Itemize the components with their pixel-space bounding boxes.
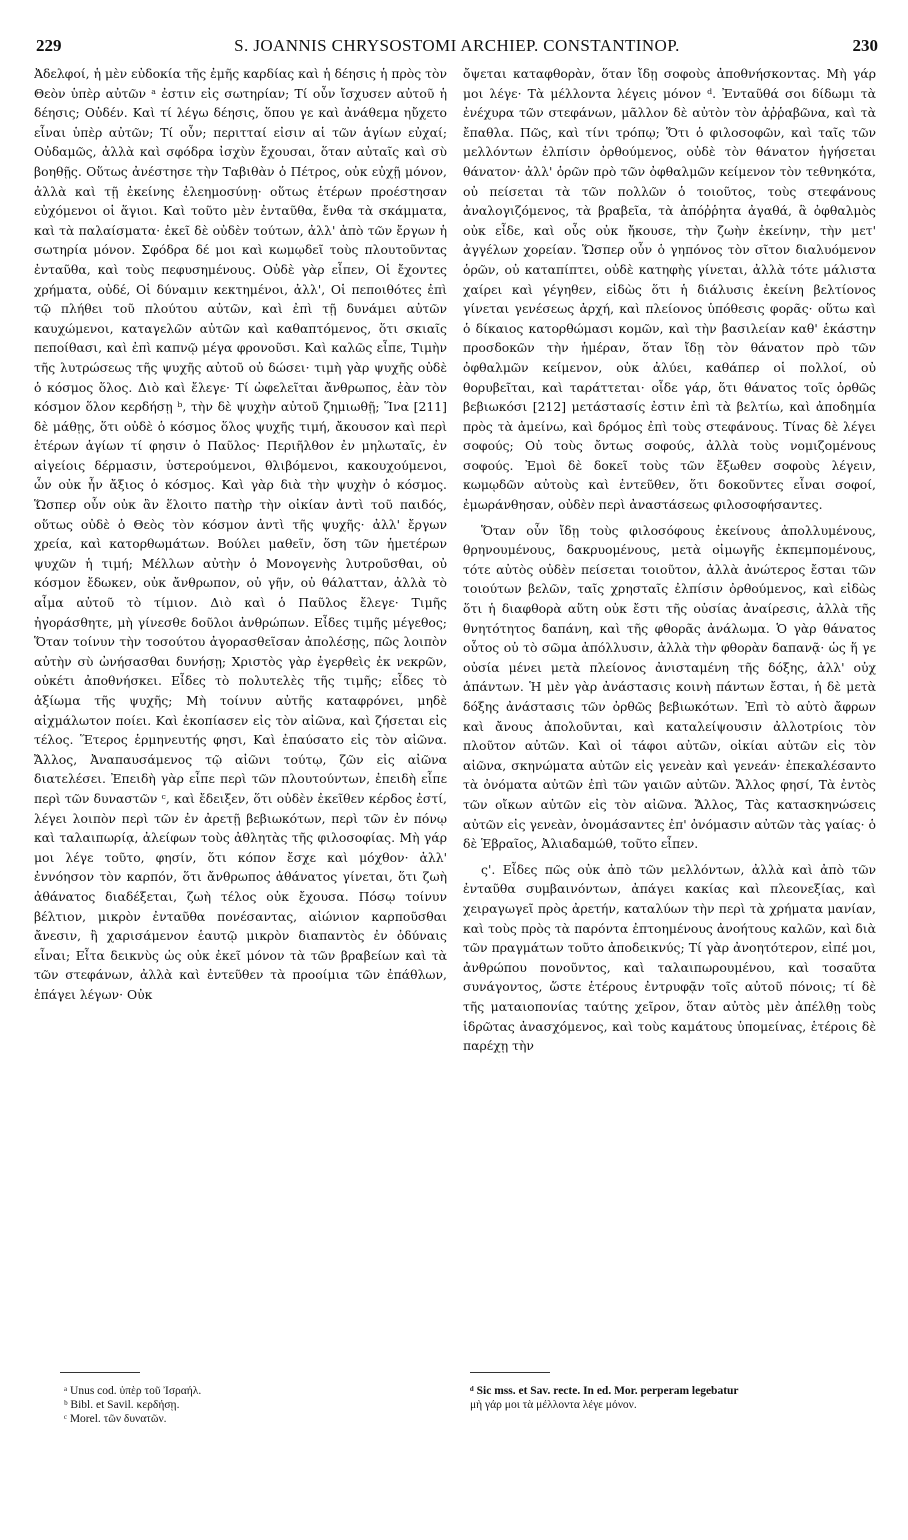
right-paragraph-2: Ὅταν οὖν ἴδῃ τοὺς φιλοσόφους ἐκείνους ἀπολλυμένους, θρηνουμένους, δακρυομένους, μετὰ οἰμωγῆς ἐκπεμπομένους, τότε αὐτὸς οὐδὲν πείσεται τοιοῦτον, ἀλλὰ ἀνώτερος ἔσται τῶν τοιούτων βελῶν, ταῖς χρησταῖς ἐλπίσιν ὀρθούμενος, καὶ εἰδὼς ὅτι ἡ διαφθορὰ αὕτη οὐκ ἔστι τῆς οὐσίας ἀναίρεσις, ἀλλὰ τῆς θνητότητος δαπάνη, καὶ τῆς φθορᾶς ἀνάλωμα. Ὁ γὰρ θάνατος οὗτος οὐ τὸ σῶμα ἀπόλλυσιν, ἀλλὰ τὴν φθορὰν δαπανᾷ· ὡς ἥ γε οὐσία μένει μετὰ πλείονος ἀνισταμένη τῆς δόξης, ἀλλ' οὐχ ἁπάντων. Ἡ μὲν γὰρ ἀνάστασις κοινὴ πάντων ἔσται, ἡ δὲ μετὰ δόξης ἀνάστασις τῶν ὀρθῶς βεβιωκότων. Ἐπὶ τὸ αὐτὸ ἄφρων καὶ ἄνους ἀπολοῦνται, καὶ καταλείψουσιν ἀλλοτρίοις τὸν πλοῦτον αὐτῶν. Καὶ οἱ τάφοι αὐτῶν, οἰκίαι αὐτῶν εἰς τὸν αἰῶνα, σκηνώματα αὐτῶν εἰς γενεὰν καὶ γενεάν· ἐπεκαλέσαντο τὰ ὀνόματα αὐτῶν ἐπὶ τῶν γαιῶν αὐτῶν. Ἄλλος φησί, Τὰ ἐντὸς τῶν οἴκων αὐτῶν εἰς τὸν αἰῶνα. Ἄλλος, Τὰς κατασκηνώσεις αὐτῶν εἰς γενεὰν, ὀνομάσαντες ἐπ' ὀνόμασιν αὐτῶν τὰς γαίας· ὁ δὲ Ἑβραῖος, Ἀλιαδαμώθ, τοῦτο εἶπεν. xyxy=(463,522,876,852)
footnote-rule-left xyxy=(60,1372,140,1373)
footnote-b: ᵇ Bibl. et Savil. κερδήσῃ. xyxy=(64,1399,180,1411)
footnote-a: ᵃ Unus cod. ὑπὲρ τοῦ Ἰσραήλ. xyxy=(64,1385,202,1397)
page-header xyxy=(36,34,878,58)
page-number-right: 230 xyxy=(852,36,878,55)
footnote-d-greek: μὴ γάρ μοι τὰ μέλλοντα λέγε μόνον. xyxy=(470,1399,637,1411)
footnote-d-bold: ᵈ Sic mss. et Sav. recte. In ed. Mor. perperam legebatur xyxy=(470,1385,739,1397)
left-paragraph-1: Ἀδελφοί, ἡ μὲν εὐδοκία τῆς ἐμῆς καρδίας καὶ ἡ δέησις ἡ πρὸς τὸν Θεὸν ὑπὲρ αὐτῶν ᵃ ἐστιν εἰς σωτηρίαν; Τί οὖν ἴσχυσεν αὐτοῦ ἡ δέησις; Οὐδέν. Καὶ τί λέγω δέησις, ὅπου γε καὶ ἀνάθεμα ηὔχετο εἶναι ὑπὲρ αὐτῶν; Τί οὖν; περιτταί εἰσιν αἱ τῶν ἁγίων εὐχαί; Οὐδαμῶς, ἀλλὰ καὶ σφόδρα ἰσχὺν ἔχουσαι, ὅταν αὐταῖς καὶ σὺ βοηθῇς. Οὕτως ἀνέστησε τὴν Ταβιθὰν ὁ Πέτρος, οὐκ εὐχῇ μόνον, ἀλλὰ καὶ τῇ ἐκείνης ἐλεημοσύνῃ· οὕτως ἑτέρων προέστησαν εὐχόμενοι οἱ ἅγιοι. Καὶ τοῦτο μὲν ἐνταῦθα, ἔνθα τὰ σκάμματα, καὶ τὰ παλαίσματα· ἐκεῖ δὲ οὐδὲν τούτων, ἀλλ' ἀπὸ τῶν ἔργων ἡ σωτηρία μόνον. Σφόδρα δέ μοι καὶ κωμῳδεῖ τοὺς πλουτοῦντας ἐνταῦθα, καὶ τοὺς πεφυσημένους. Οὐδὲ γὰρ εἶπεν, Οἱ ἔχοντες χρήματα, οὐδέ, Οἱ δύναμιν κεκτημένοι, ἀλλ', Οἱ πεποιθότες ἐπὶ τῷ πλήθει τοῦ πλούτου αὐτῶν, καὶ ἐπὶ τῇ δυνάμει αὐτῶν καυχώμενοι, καταγελῶν αὐτῶν καὶ καθαπτόμενος, ὅτι σκιαῖς πεποίθασι, καὶ ἐπὶ καπνῷ μέγα φρονοῦσι. Καὶ καλῶς εἶπε, Τιμὴν τῆς λυτρώσεως τῆς ψυχῆς αὐτοῦ οὐ δώσει· τιμὴ γὰρ ψυχῆς οὐδὲ ὁ κόσμος ὅλος. Διὸ καὶ ἔλεγε· Τί ὠφελεῖται ἄνθρωπος, ἐὰν τὸν κόσμον ὅλον κερδήσῃ ᵇ, τὴν δὲ ψυχὴν αὐτοῦ ζημιωθῇ; Ἵνα [211] δὲ μάθῃς, ὅτι οὐδὲ ὁ κόσμος ὅλος ψυχῆς τιμή, ἄκουσον καὶ περὶ ἑτέρων ἁγίων τί φησιν ὁ Παῦλος· Περιῆλθον ἐν μηλωταῖς, ἐν αἰγείοις δέρμασιν, ὑστερούμενοι, θλιβόμενοι, κακουχούμενοι, ὧν οὐκ ἦν ἄξιος ὁ κόσμος. Καὶ γὰρ διὰ τὴν ψυχὴν ὁ κόσμος. Ὥσπερ οὖν οὐκ ἂν ἕλοιτο πατὴρ τὴν οἰκίαν ἀντὶ τοῦ παιδός, οὕτως οὐδὲ ὁ Θεὸς τὸν κόσμον ἀντὶ τῆς ψυχῆς· ἀλλ' ἔργων χρεία, καὶ κατορθωμάτων. Βούλει μαθεῖν, ὅση τῶν ἡμετέρων ψυχῶν ἡ τιμή; Μέλλων αὐτὴν ὁ Μονογενὴς λυτροῦσθαι, οὐ κόσμον ἔδωκεν, οὐκ ἄνθρωπον, οὐ γῆν, οὐ θάλατταν, ἀλλὰ τὸ αἷμα αὐτοῦ τὸ τίμιον. Διὸ καὶ ὁ Παῦλος ἔλεγε· Τιμῆς ἠγοράσθητε, μὴ γίνεσθε δοῦλοι ἀνθρώπων. Εἶδες τιμῆς μέγεθος; Ὅταν τοίνυν τὴν τοσούτου ἀγορασθεῖσαν ἀπολέσῃς, πῶς λοιπὸν αὐτὴν σὺ ὠνήσασθαι δυνήσῃ; Χριστὸς γὰρ ἐγερθεὶς ἐκ νεκρῶν, οὐκέτι ἀποθνήσκει. Εἶδες τὸ πολυτελὲς τῆς τιμῆς; εἶδες τὸ ἀξίωμα τῆς ψυχῆς; Μὴ τοίνυν αὐτῆς καταφρόνει, μηδὲ αἰχμάλωτον ποίει. Καὶ ἐκοπίασεν εἰς τὸν αἰῶνα, καὶ ζήσεται εἰς τέλος. Ἕτερος ἑρμηνευτής φησι, Καὶ ἐπαύσατο εἰς τὸν αἰῶνα. Ἄλλος, Ἀναπαυσάμενος τῷ αἰῶνι τούτῳ, ζῶν εἰς αἰῶνα διατελέσει. Ἐπειδὴ γὰρ εἶπε περὶ τῶν πλουτούντων, ἐπειδὴ εἶπε περὶ τῶν δυναστῶν ᶜ, καὶ ἔδειξεν, ὅτι οὐδὲν ἐκεῖθεν κέρδος ἐστί, λέγει λοιπὸν περὶ τῶν ἐν ἀρετῇ βεβιωκότων, περὶ τῶν ἐν πόνῳ καὶ ταλαιπωρίᾳ, ἀλείφων τοὺς ἀθλητὰς τῆς φιλοσοφίας. Μὴ γάρ μοι λέγε τοῦτο, φησίν, ὅτι κόπον ἔσχε καὶ μόχθον· ἀλλ' ἐννόησον τὸν καρπόν, ὅτι ἄνθρωπος ἀθάνατος γίνεται, ὅτι ζωὴ ἀθάνατος διαδέξεται, ζωὴ τέλος οὐκ ἔχουσα. Πόσῳ τοίνυν βέλτιον, μικρὸν ἐνταῦθα πονέσαντας, αἰώνιον καρποῦσθαι ἄνεσιν, ἢ χαρισάμενον ἑαυτῷ μικρὸν διαπαντὸς ἐν ὀδύναις εἶναι; Εἶτα δεικνὺς ὡς οὐκ ἐκεῖ μόνον τὰ τῶν βραβείων καὶ τὰ τῶν στεφάνων, ἀλλὰ καὶ ἐντεῦθεν τὰ προοίμια τῶν ἐπάθλων, ἐπάγει λέγων· Οὐκ xyxy=(34,66,447,1002)
footnote-rule-right xyxy=(470,1372,550,1373)
footnote-c: ᶜ Morel. τῶν δυνατῶν. xyxy=(64,1413,167,1425)
running-title: S. JOANNIS CHRYSOSTOMI ARCHIEP. CONSTANTINOP. xyxy=(234,36,680,55)
right-text-column xyxy=(463,64,876,1364)
left-text-column xyxy=(34,64,447,1364)
footnotes-right xyxy=(470,1384,880,1412)
page-number-left: 229 xyxy=(36,36,62,55)
right-paragraph-1: ὄψεται καταφθορὰν, ὅταν ἴδῃ σοφοὺς ἀποθνήσκοντας. Μὴ γάρ μοι λέγε· Τὰ μέλλοντα λέγεις μόνον ᵈ. Ἐνταῦθά σοι δίδωμι τὰ ἐνέχυρα τῶν στεφάνων, μᾶλλον δὲ αὐτὸν τὸν ἀῤῥαβῶνα, καὶ τὰ ἔπαθλα. Πῶς, καὶ τίνι τρόπῳ; Ὅτι ὁ φιλοσοφῶν, καὶ ταῖς τῶν μελλόντων ἐλπίσιν ὀρθούμενος, οὐδὲ τὸν θάνατον ἡγήσεται θάνατον· ἀλλ' ὁρῶν πρὸ τῶν ὀφθαλμῶν κείμενον τὸν τεθνηκότα, οὐ πείσεται τὰ τῶν πολλῶν ὁ τοιοῦτος, τοὺς στεφάνους ἀναλογιζόμενος, τὰ βραβεῖα, τὰ ἀπόῤῥητα ἀγαθά, ἃ ὀφθαλμὸς οὐκ εἶδε, καὶ οὖς οὐκ ἤκουσε, τὴν ζωὴν ἐκείνην, τὴν μετ' ἀγγέλων χορείαν. Ὥσπερ οὖν ὁ γηπόνος τὸν σῖτον διαλυόμενον ὁρῶν, οὐ καταπίπτει, οὐδὲ κατηφὴς γίνεται, ἀλλὰ τότε μάλιστα χαίρει καὶ γέγηθεν, εἰδὼς ὅτι ἡ διάλυσις ἐκείνη βελτίονος γίνεται γενέσεως ἀρχή, καὶ πλείονος ὑπόθεσις φορᾶς· οὕτω καὶ ὁ δίκαιος κατορθώμασι κομῶν, καὶ τὴν βασιλείαν καθ' ἑκάστην προσδοκῶν τὴν ἡμέραν, ὅταν ἴδῃ τὸν θάνατον πρὸ τῶν ὀφθαλμῶν κείμενον, οὐκ ἀλύει, καθάπερ οἱ πολλοί, οὐ θορυβεῖται, καὶ ταράττεται· οἶδε γάρ, ὅτι θάνατος τοῖς ὀρθῶς βεβιωκόσι [212] μετάστασίς ἐστιν ἐπὶ τὰ βελτίω, καὶ ἀποδημία πρὸς τὰ ἀμείνω, καὶ δρόμος ἐπὶ τοὺς στεφάνους. Τίνας δὲ λέγει σοφούς; Οὐ τοὺς ὄντως σοφούς, ἀλλὰ τοὺς νομιζομένους σοφούς. Ἐμοὶ δὲ δοκεῖ τοὺς τῶν ἔξωθεν σοφοὺς λέγειν, κωμῳδῶν αὐτοὺς καὶ ἐντεῦθεν, ὅτι δοκοῦντες εἶναι σοφοί, ἐμωράνθησαν, οὐδὲν περὶ ἀναστάσεως φιλοσοφήσαντες. xyxy=(463,66,876,513)
footnotes-left xyxy=(64,1384,394,1426)
right-paragraph-3: ς'. Εἶδες πῶς οὐκ ἀπὸ τῶν μελλόντων, ἀλλὰ καὶ ἀπὸ τῶν ἐνταῦθα συμβαινόντων, ἀπάγει κακίας καὶ πλεονεξίας, καὶ χειραγωγεῖ πρὸς ἀρετήν, καταλύων τὴν περὶ τὰ χρήματα μανίαν, καὶ τοὺς πρὸς τὰ παρόντα ἐπτοημένους ἀνοήτους καλῶν, καὶ διὰ τῶν πραγμάτων τοῦτο ἀποδεικνύς; Τί γὰρ ἀνοητότερον, εἰπέ μοι, ἀνθρώπου πονοῦντος, καὶ ταλαιπωρουμένου, καὶ τοσαῦτα συνάγοντος, ὥστε ἑτέρους ἐντρυφᾷν τοῖς αὐτοῦ πόνοις; τί δὲ τῆς ματαιοπονίας ταύτης χεῖρον, ὅταν αὐτὸς μὲν ἀπέλθῃ τοὺς ἱδρῶτας ἀνασχόμενος, καὶ τοὺς καμάτους ὑπομείνας, ἑτέροις δὲ παρέχῃ τὴν xyxy=(463,861,876,1054)
